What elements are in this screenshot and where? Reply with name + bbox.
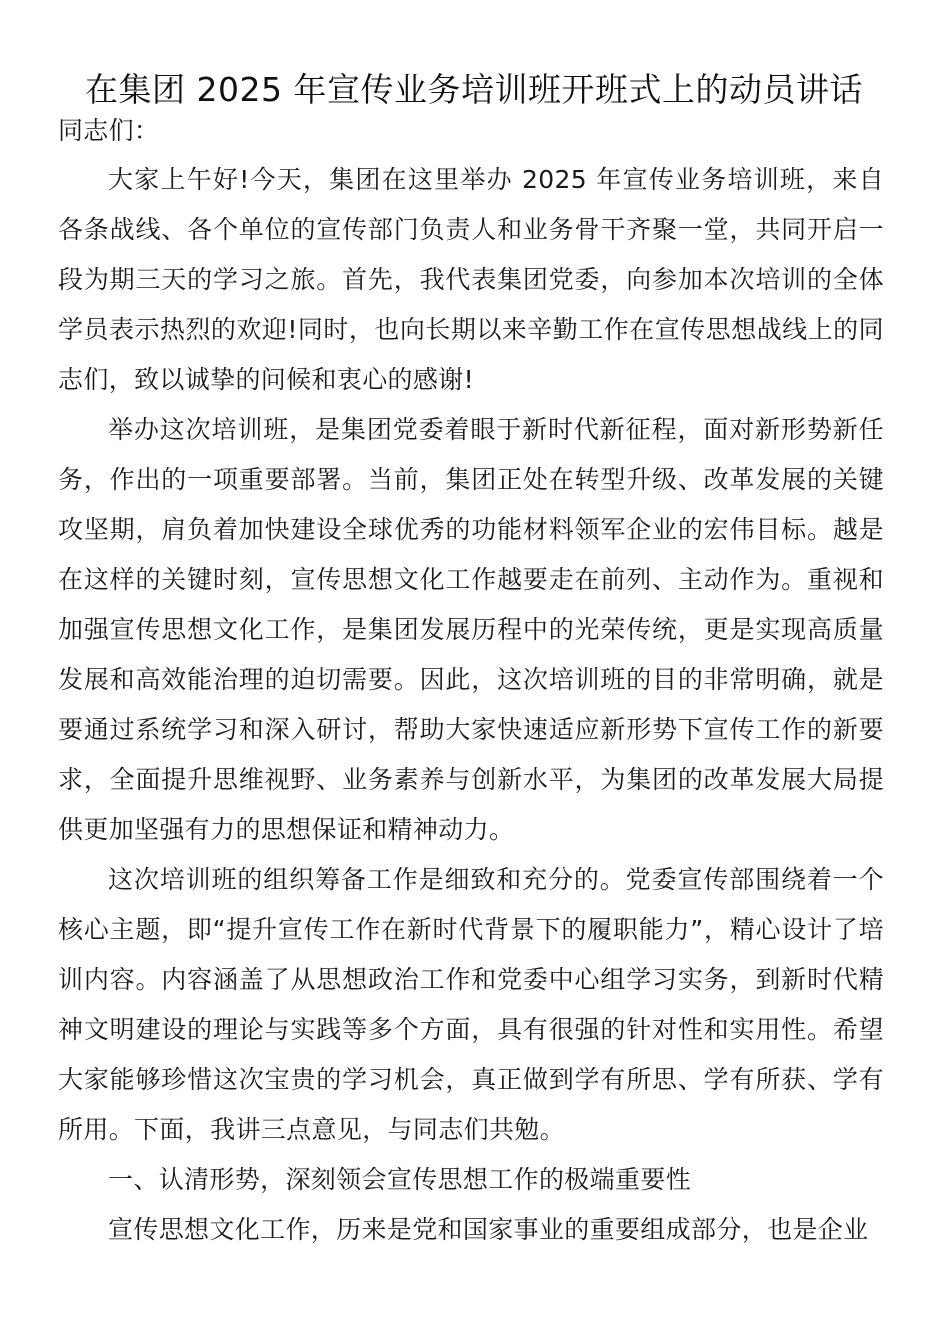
paragraph-section-1-start: 宣传思想文化工作，历来是党和国家事业的重要组成部分，也是企业 [108,1215,869,1244]
salutation: 同志们： [58,116,160,145]
paragraph-purpose: 举办这次培训班，是集团党委着眼于新时代新征程，面对新形势新任务，作出的一项重要部署。当前，集团正处在转型升级、改革发展的关键攻坚期，肩负着加快建设全球优秀的功能材料领军企业的宏伟目标。越是在这样的关键时刻，宣传思想文化工作越要走在前列、主动作为。重视和加强宣传思想文化工作，是集团发展历程中的光荣传统，更是实现高质量发展和高效能治理的迫切需要。因此，这次培训班的目的非常明确，就是要通过系统学习和深入研讨，帮助大家快速适应新形势下宣传工作的新要求，全面提升思维视野、业务素养与创新水平，为集团的改革发展大局提供更加坚强有力的思想保证和精神动力。 [58,415,884,844]
document-title: 在集团 2025 年宣传业务培训班开班式上的动员讲话 [85,70,863,109]
paragraph-welcome: 大家上午好!今天，集团在这里举办 2025 年宣传业务培训班，来自各条战线、各个单位的宣传部门负责人和业务骨干齐聚一堂，共同开启一段为期三天的学习之旅。首先，我代表集团党委，向参加本次培训的全体学员表示热烈的欢迎!同时，也向长期以来辛勤工作在宣传思想战线上的同志们，致以诚挚的问候和衷心的感谢! [58,165,884,394]
paragraph-organization: 这次培训班的组织筹备工作是细致和充分的。党委宣传部围绕着一个核心主题，即“提升宣传工作在新时代背景下的履职能力”，精心设计了培训内容。内容涵盖了从思想政治工作和党委中心组学习实务，到新时代精神文明建设的理论与实践等多个方面，具有很强的针对性和实用性。希望大家能够珍惜这次宝贵的学习机会，真正做到学有所思、学有所获、学有所用。下面，我讲三点意见，与同志们共勉。 [58,865,884,1144]
section-heading-1: 一、认清形势，深刻领会宣传思想工作的极端重要性 [108,1165,692,1194]
